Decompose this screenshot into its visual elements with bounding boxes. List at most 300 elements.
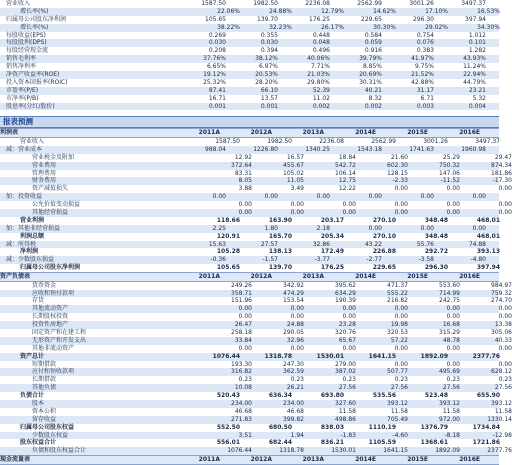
cell-value: -8.18 bbox=[444, 431, 460, 439]
cell-value: 15.63 bbox=[208, 240, 226, 248]
cell-value: 234.00 bbox=[231, 399, 252, 407]
cell-value: 0.00 bbox=[498, 185, 512, 193]
table-row bbox=[0, 392, 499, 400]
table-row bbox=[0, 344, 512, 353]
cell-value: 0.208 bbox=[208, 47, 226, 55]
table-row bbox=[0, 161, 512, 170]
cell-value: 984.97 bbox=[491, 281, 512, 289]
cell-value: 29.47 bbox=[494, 153, 512, 161]
cell-value: 972.00 bbox=[439, 415, 460, 423]
table-row bbox=[0, 87, 499, 95]
cell-value: 1721.86 bbox=[472, 439, 500, 447]
cell-value: 693.80 bbox=[320, 392, 344, 400]
cell-value: 172.49 bbox=[320, 248, 344, 256]
row-label: 增长率(%) bbox=[20, 7, 49, 15]
cell-value: 0.00 bbox=[498, 360, 512, 368]
cell-value: 66.10 bbox=[260, 86, 278, 94]
key-metrics-table bbox=[0, 0, 499, 110]
table-row bbox=[0, 193, 499, 201]
cell-value: 535.56 bbox=[372, 392, 396, 400]
row-label: 净资产收益率(ROE) bbox=[6, 71, 60, 79]
cell-value: 37.76% bbox=[203, 55, 226, 63]
cell-value: 455.67 bbox=[283, 161, 304, 169]
cell-value: 1641.15 bbox=[383, 447, 408, 455]
cell-value: 0.00 bbox=[212, 193, 226, 201]
row-label: 存货 bbox=[32, 297, 45, 305]
cell-value: 1318.78 bbox=[264, 352, 292, 360]
row-label: 公允价值变动损益 bbox=[32, 201, 81, 209]
cell-value: -3.58 bbox=[418, 256, 434, 264]
cell-value: 32.86 bbox=[312, 240, 330, 248]
cell-value: 23.21 bbox=[468, 86, 486, 94]
row-label: 资本公积 bbox=[32, 407, 57, 415]
cell-value: 38.22% bbox=[217, 23, 240, 31]
cell-value: 27.57 bbox=[260, 240, 278, 248]
cell-value: 20.53% bbox=[255, 71, 278, 79]
row-label: 营业费用 bbox=[32, 161, 57, 169]
cell-value: 0.23 bbox=[498, 376, 512, 384]
cell-value: 0.584 bbox=[364, 31, 382, 39]
header-year: 2016E bbox=[459, 456, 480, 464]
cell-value: 358.71 bbox=[231, 289, 252, 297]
table-row bbox=[0, 138, 499, 146]
cell-value: 1892.09 bbox=[420, 352, 448, 360]
cell-value: 0.002 bbox=[364, 102, 382, 110]
cell-value: 1076.44 bbox=[212, 352, 240, 360]
header-year: 2012A bbox=[250, 273, 272, 281]
cell-value: 0.00 bbox=[290, 201, 304, 209]
cell-value: 1110.19 bbox=[368, 423, 396, 431]
cell-value: 0.448 bbox=[312, 31, 330, 39]
row-label: 营业利润 bbox=[20, 216, 45, 224]
cell-value: 292.72 bbox=[424, 248, 448, 256]
cell-value: 1734.84 bbox=[472, 423, 500, 431]
cell-value: 11.02 bbox=[312, 94, 330, 102]
row-label: 归属母公司股东净利润 bbox=[20, 264, 81, 272]
row-label: 应收和预付款项 bbox=[32, 289, 75, 297]
header-year: 2012A bbox=[250, 129, 272, 137]
row-label: 长期借款 bbox=[32, 376, 57, 384]
cell-value: 0.00 bbox=[498, 208, 512, 216]
cell-value: 226.88 bbox=[372, 248, 396, 256]
row-label: 销售毛利率 bbox=[6, 55, 37, 63]
row-label: 留存收益 bbox=[32, 415, 57, 423]
cell-value: 106.14 bbox=[335, 169, 356, 177]
cell-value: 0.001 bbox=[208, 102, 226, 110]
row-label: 减：营业成本 bbox=[6, 145, 43, 153]
cell-value: 655.90 bbox=[476, 392, 500, 400]
cell-value: 393.12 bbox=[491, 399, 512, 407]
cell-value: 163.90 bbox=[268, 216, 292, 224]
cell-value: 2562.99 bbox=[371, 137, 396, 145]
cell-value: 17.10% bbox=[425, 7, 448, 15]
cell-value: 247.30 bbox=[283, 360, 304, 368]
cell-value: 176.25 bbox=[320, 264, 344, 272]
cell-value: 3.51 bbox=[238, 431, 252, 439]
cell-value: 0.00 bbox=[394, 305, 408, 313]
row-label: 营业收入 bbox=[20, 137, 45, 145]
table-row bbox=[0, 376, 512, 384]
cell-value: 1105.59 bbox=[368, 439, 396, 447]
cell-value: 387.02 bbox=[335, 368, 356, 376]
table-row bbox=[0, 169, 512, 178]
cell-value: 234.00 bbox=[283, 399, 304, 407]
cell-value: 105.65 bbox=[205, 15, 226, 23]
cell-value: 636.34 bbox=[268, 392, 292, 400]
cell-value: 1741.63 bbox=[409, 145, 434, 153]
cell-value: 27.56 bbox=[442, 384, 460, 392]
cell-value: 270.10 bbox=[372, 216, 396, 224]
cell-value: 628.12 bbox=[491, 368, 512, 376]
cell-value: 0.00 bbox=[290, 208, 304, 216]
row-label: 股本 bbox=[32, 399, 45, 407]
cell-value: 3.49 bbox=[290, 185, 304, 193]
cell-value: 21.60 bbox=[390, 153, 408, 161]
cell-value: 555.22 bbox=[387, 289, 408, 297]
cell-value: 1076.44 bbox=[227, 447, 252, 455]
cell-value: 471.37 bbox=[387, 281, 408, 289]
cell-value: 759.32 bbox=[491, 289, 512, 297]
cell-value: 0.00 bbox=[446, 185, 460, 193]
row-label: 营业税金及附加 bbox=[32, 153, 75, 161]
cell-value: 0.00 bbox=[446, 305, 460, 313]
cell-value: 0.916 bbox=[364, 47, 382, 55]
row-label: 减：少数股东损益 bbox=[6, 256, 55, 264]
cell-value: 138.13 bbox=[268, 248, 292, 256]
cell-value: 397.94 bbox=[465, 15, 486, 23]
cell-value: 2.18 bbox=[316, 224, 330, 232]
table-row bbox=[0, 208, 512, 217]
cell-value: 0.00 bbox=[394, 344, 408, 352]
table-row bbox=[0, 71, 499, 79]
table-row bbox=[0, 39, 499, 47]
cell-value: 468.01 bbox=[476, 232, 500, 240]
cell-value: 316.82 bbox=[231, 368, 252, 376]
cell-value: 296.30 bbox=[424, 264, 448, 272]
cell-value: 1.282 bbox=[468, 47, 486, 55]
cell-value: 988.04 bbox=[205, 145, 226, 153]
cell-value: 6.71 bbox=[420, 94, 434, 102]
cell-value: 836.21 bbox=[320, 439, 344, 447]
cell-value: 0.076 bbox=[416, 39, 434, 47]
cell-value: 0.00 bbox=[316, 193, 330, 201]
table-row bbox=[0, 281, 512, 290]
table-row bbox=[0, 177, 512, 185]
cell-value: 874.34 bbox=[491, 161, 512, 169]
cell-value: 714.99 bbox=[439, 289, 460, 297]
cell-value: 87.41 bbox=[208, 86, 226, 94]
row-label: 其他经营损益 bbox=[32, 208, 69, 216]
row-label: 资产减值损失 bbox=[32, 185, 69, 193]
cell-value: -2.77 bbox=[366, 256, 382, 264]
cell-value: 838.03 bbox=[320, 423, 344, 431]
cell-value: 25.32% bbox=[203, 78, 226, 86]
cell-value: 29.02% bbox=[425, 23, 448, 31]
cell-value: 14.62% bbox=[373, 7, 396, 15]
cell-value: 105.02 bbox=[283, 169, 304, 177]
row-label: 股东权益合计 bbox=[20, 439, 57, 447]
cell-value: 393.12 bbox=[439, 399, 460, 407]
cell-value: 24.88% bbox=[269, 7, 292, 15]
cell-value: 0.003 bbox=[416, 102, 434, 110]
table-row bbox=[0, 289, 512, 298]
cell-value: 290.05 bbox=[283, 328, 304, 336]
table-row bbox=[0, 384, 512, 392]
cell-value: 542.72 bbox=[335, 161, 356, 169]
table-row bbox=[0, 95, 499, 103]
cell-value: 25.29 bbox=[442, 153, 460, 161]
header-label: 现金流量表 bbox=[0, 456, 31, 464]
cell-value: 393.13 bbox=[476, 248, 500, 256]
header-year: 2012A bbox=[250, 456, 272, 464]
cell-value: 74.88 bbox=[468, 240, 486, 248]
cell-value: 279.00 bbox=[335, 360, 356, 368]
cell-value: 1368.61 bbox=[420, 439, 448, 447]
cell-value: 0.001 bbox=[260, 102, 278, 110]
table-row bbox=[0, 201, 512, 209]
cell-value: 26.17% bbox=[321, 23, 344, 31]
cell-value: 1982.50 bbox=[267, 137, 292, 145]
cell-value: 32.23% bbox=[269, 23, 292, 31]
cell-value: 38.12% bbox=[255, 55, 278, 63]
row-label: 股息率(分红/股价) bbox=[6, 102, 55, 110]
cell-value: 320.76 bbox=[335, 328, 356, 336]
cell-value: 249.26 bbox=[231, 281, 252, 289]
cell-value: 552.50 bbox=[216, 423, 240, 431]
cell-value: 680.50 bbox=[268, 423, 292, 431]
row-label: 归属母公司股东权益 bbox=[20, 423, 75, 431]
cell-value: 1.80 bbox=[264, 224, 278, 232]
cell-value: -17.30 bbox=[492, 177, 512, 185]
cell-value: 0.002 bbox=[312, 102, 330, 110]
cell-value: 362.59 bbox=[283, 368, 304, 376]
cell-value: 190.39 bbox=[335, 297, 356, 305]
cell-value: 342.92 bbox=[283, 281, 304, 289]
cell-value: 0.00 bbox=[368, 193, 382, 201]
table-row bbox=[0, 153, 512, 162]
cell-value: 139.70 bbox=[257, 15, 278, 23]
cell-value: 296.30 bbox=[413, 15, 434, 23]
cell-value: 8.85% bbox=[362, 63, 382, 71]
table-row bbox=[0, 146, 499, 154]
cell-value: 57.22 bbox=[390, 336, 408, 344]
cell-value: 348.48 bbox=[424, 216, 448, 224]
table-row bbox=[0, 264, 499, 272]
cell-value: -11.52 bbox=[440, 177, 460, 185]
cell-value: 55.76 bbox=[416, 240, 434, 248]
cell-value: 16.71 bbox=[208, 94, 226, 102]
cell-value: 7.71% bbox=[310, 63, 330, 71]
cell-value: 22.06% bbox=[217, 7, 240, 15]
cell-value: 0.00 bbox=[238, 313, 252, 321]
cell-value: 602.30 bbox=[387, 161, 408, 169]
table-row bbox=[0, 313, 512, 321]
row-label: 减：所得税 bbox=[6, 240, 37, 248]
cell-value: 29.80% bbox=[307, 78, 330, 86]
row-label: 负债合计 bbox=[20, 392, 45, 400]
cell-value: 0.00 bbox=[472, 224, 486, 232]
row-label: 市净率(P/B) bbox=[6, 94, 39, 102]
row-label: 无形资产和开发支出 bbox=[32, 336, 87, 344]
cell-value: 12.92 bbox=[234, 153, 252, 161]
cell-value: 0.23 bbox=[238, 376, 252, 384]
cell-value: 10.08 bbox=[234, 384, 252, 392]
row-label: 资产总计 bbox=[20, 352, 45, 360]
cell-value: 11.58 bbox=[338, 407, 356, 415]
row-label: 负债和股东权益合计 bbox=[32, 447, 87, 455]
cell-value: 118.66 bbox=[216, 216, 240, 224]
cell-value: 0.00 bbox=[446, 360, 460, 368]
cell-value: 147.06 bbox=[439, 169, 460, 177]
table-row bbox=[0, 353, 499, 361]
cell-value: 52.39 bbox=[312, 86, 330, 94]
cell-value: 271.83 bbox=[231, 415, 252, 423]
cell-value: 0.00 bbox=[394, 360, 408, 368]
cell-value: 1.012 bbox=[468, 31, 486, 39]
cell-value: 41.97% bbox=[411, 55, 434, 63]
cell-value: -1.83 bbox=[340, 431, 356, 439]
header-year: 2015E bbox=[407, 273, 428, 281]
row-label: 每股收益(EPS) bbox=[6, 31, 46, 39]
cell-value: 30.30% bbox=[373, 23, 396, 31]
table-row bbox=[0, 32, 499, 40]
cell-value: 12.22 bbox=[338, 185, 356, 193]
table-row bbox=[0, 424, 499, 432]
header-year: 2015E bbox=[407, 129, 428, 137]
table-row bbox=[0, 360, 512, 369]
cell-value: -3.77 bbox=[314, 256, 330, 264]
row-label: 利润总额 bbox=[20, 232, 45, 240]
table-row bbox=[0, 47, 499, 55]
row-label: 固定资产和在建工程 bbox=[32, 328, 87, 336]
cell-value: 11.58 bbox=[494, 407, 512, 415]
header-year: 2016E bbox=[459, 129, 480, 137]
cell-value: 1.94 bbox=[290, 431, 304, 439]
cell-value: 0.00 bbox=[290, 313, 304, 321]
row-label: 财务费用 bbox=[32, 177, 57, 185]
header-year: 2011A bbox=[198, 273, 220, 281]
cell-value: 0.101 bbox=[468, 39, 486, 47]
cell-value: 8.05 bbox=[238, 177, 252, 185]
table-row bbox=[0, 336, 512, 345]
cell-value: 556.01 bbox=[216, 439, 240, 447]
cell-value: 1530.01 bbox=[316, 352, 344, 360]
cell-value: 258.18 bbox=[231, 328, 252, 336]
cell-value: 0.00 bbox=[498, 313, 512, 321]
cell-value: 1330.14 bbox=[487, 415, 512, 423]
header-label: 利润表 bbox=[0, 129, 19, 137]
cell-value: 27.56 bbox=[338, 384, 356, 392]
cell-value: 1587.50 bbox=[201, 0, 226, 7]
balance-sheet-table bbox=[0, 272, 512, 455]
cell-value: 21.52% bbox=[411, 71, 434, 79]
cell-value: 8.32 bbox=[368, 94, 382, 102]
cell-value: 28.20% bbox=[255, 78, 278, 86]
cell-value: 0.00 bbox=[264, 193, 278, 201]
cell-value: 229.65 bbox=[361, 15, 382, 23]
table-row bbox=[0, 55, 499, 63]
cell-value: 6.97% bbox=[258, 63, 278, 71]
cell-value: 9.75% bbox=[414, 63, 434, 71]
table-row bbox=[0, 16, 499, 24]
table-row bbox=[0, 431, 512, 440]
cell-value: 40.06% bbox=[307, 55, 330, 63]
header-year: 2014E bbox=[355, 129, 376, 137]
cell-value: 327.60 bbox=[335, 399, 356, 407]
cell-value: 27.56 bbox=[494, 384, 512, 392]
row-label: 其他流动资产 bbox=[32, 305, 69, 313]
cell-value: 20.69% bbox=[359, 71, 382, 79]
header-year: 2011A bbox=[198, 129, 220, 137]
header-year: 2016E bbox=[459, 273, 480, 281]
table-row bbox=[0, 297, 512, 305]
cell-value: 40.33 bbox=[494, 336, 512, 344]
cell-value: 0.00 bbox=[472, 193, 486, 201]
row-label: 投入资本回报率(ROIC) bbox=[6, 78, 68, 86]
cell-value: 274.70 bbox=[491, 297, 512, 305]
cell-value: 27.56 bbox=[390, 384, 408, 392]
table-row bbox=[0, 321, 512, 329]
table-row bbox=[0, 399, 512, 408]
cell-value: 32.96 bbox=[286, 336, 304, 344]
cell-value: 44.79% bbox=[463, 78, 486, 86]
cell-value: 0.00 bbox=[368, 224, 382, 232]
header-year: 2014E bbox=[355, 456, 376, 464]
cell-value: 1376.79 bbox=[420, 423, 448, 431]
cell-value: -4.60 bbox=[392, 431, 408, 439]
cell-value: 2377.76 bbox=[487, 447, 512, 455]
cell-value: -1.57 bbox=[262, 256, 278, 264]
cell-value: 0.269 bbox=[208, 31, 226, 39]
cell-value: -2.33 bbox=[392, 177, 408, 185]
cell-value: 12.79% bbox=[321, 7, 344, 15]
table-row bbox=[0, 233, 499, 241]
cell-value: 13.57 bbox=[260, 94, 278, 102]
cell-value: 1530.01 bbox=[331, 447, 356, 455]
cell-value: 151.96 bbox=[231, 297, 252, 305]
cell-value: 0.00 bbox=[446, 313, 460, 321]
cell-value: 0.00 bbox=[238, 208, 252, 216]
table-row bbox=[0, 328, 512, 337]
cell-value: 750.32 bbox=[439, 161, 460, 169]
cell-value: 395.62 bbox=[335, 281, 356, 289]
cell-value: 553.60 bbox=[439, 281, 460, 289]
cell-value: 0.394 bbox=[260, 47, 278, 55]
cell-value: 0.355 bbox=[260, 31, 278, 39]
cell-value: 105.65 bbox=[216, 264, 240, 272]
cell-value: -4.80 bbox=[470, 256, 486, 264]
cell-value: 0.00 bbox=[342, 305, 356, 313]
cell-value: 0.00 bbox=[446, 201, 460, 209]
cell-value: 507.77 bbox=[387, 368, 408, 376]
cell-value: 1982.50 bbox=[253, 0, 278, 7]
cell-value: 105.28 bbox=[216, 248, 240, 256]
row-label: 货币资金 bbox=[32, 281, 57, 289]
cell-value: 16.68 bbox=[442, 321, 460, 329]
cell-value: 181.86 bbox=[491, 169, 512, 177]
table-row bbox=[0, 8, 499, 16]
cell-value: 34.30% bbox=[477, 23, 500, 31]
cell-value: 3.88 bbox=[238, 185, 252, 193]
cell-value: 242.75 bbox=[439, 297, 460, 305]
cell-value: 193.30 bbox=[231, 360, 252, 368]
cell-value: 16.53% bbox=[477, 7, 500, 15]
cell-value: 83.31 bbox=[234, 169, 252, 177]
cell-value: 0.00 bbox=[498, 305, 512, 313]
cell-value: 270.10 bbox=[372, 232, 396, 240]
cell-value: 46.68 bbox=[286, 407, 304, 415]
header-year: 2015E bbox=[407, 456, 428, 464]
